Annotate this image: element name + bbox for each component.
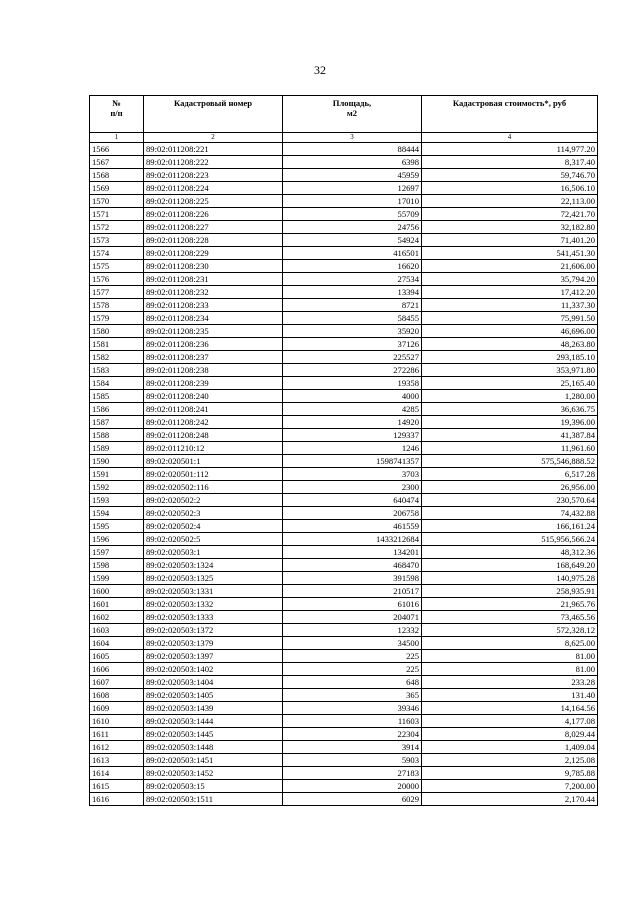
table-row — [90, 689, 598, 702]
row-number: 1592 — [90, 481, 144, 494]
row-number: 1570 — [90, 195, 144, 208]
cadastral-number: 89:02:011208:240 — [144, 390, 283, 403]
cost-value: 21,606.00 — [422, 260, 598, 273]
cadastral-number: 89:02:011208:241 — [144, 403, 283, 416]
cadastral-number: 89:02:011208:223 — [144, 169, 283, 182]
row-number: 1614 — [90, 767, 144, 780]
table-row — [90, 403, 598, 416]
area-value: 14920 — [283, 416, 422, 429]
area-value: 3703 — [283, 468, 422, 481]
cost-value: 2,170.44 — [422, 793, 598, 806]
cadastral-number: 89:02:011208:225 — [144, 195, 283, 208]
cost-value: 22,113.00 — [422, 195, 598, 208]
row-number: 1571 — [90, 208, 144, 221]
table-row — [90, 286, 598, 299]
cost-value: 515,956,566.24 — [422, 533, 598, 546]
cost-value: 166,161.24 — [422, 520, 598, 533]
area-value: 2300 — [283, 481, 422, 494]
cost-value: 35,794.20 — [422, 273, 598, 286]
table-row — [90, 143, 598, 156]
cadastral-number: 89:02:020503:1324 — [144, 559, 283, 572]
area-value: 1246 — [283, 442, 422, 455]
area-value: 88444 — [283, 143, 422, 156]
area-value: 27534 — [283, 273, 422, 286]
cadastral-number: 89:02:011208:230 — [144, 260, 283, 273]
row-number: 1576 — [90, 273, 144, 286]
table-row — [90, 624, 598, 637]
row-number: 1610 — [90, 715, 144, 728]
cost-value: 353,971.80 — [422, 364, 598, 377]
table-row — [90, 364, 598, 377]
row-number: 1584 — [90, 377, 144, 390]
cost-value: 16,506.10 — [422, 182, 598, 195]
cost-value: 8,317.40 — [422, 156, 598, 169]
cadastral-number: 89:02:011208:234 — [144, 312, 283, 325]
cost-value: 572,328.12 — [422, 624, 598, 637]
cost-value: 73,465.56 — [422, 611, 598, 624]
cadastral-number: 89:02:011210:12 — [144, 442, 283, 455]
table-row — [90, 429, 598, 442]
table-row — [90, 507, 598, 520]
header-cadastral: Кадастровый номер — [144, 96, 283, 133]
cost-value: 81.00 — [422, 650, 598, 663]
cost-value: 140,975.28 — [422, 572, 598, 585]
table-row — [90, 299, 598, 312]
cadastral-number: 89:02:020503:1444 — [144, 715, 283, 728]
cost-value: 26,956.00 — [422, 481, 598, 494]
table-row — [90, 546, 598, 559]
cadastral-number: 89:02:011208:235 — [144, 325, 283, 338]
table-row — [90, 390, 598, 403]
table-row — [90, 611, 598, 624]
area-value: 45959 — [283, 169, 422, 182]
cadastral-number: 89:02:011208:236 — [144, 338, 283, 351]
cadastral-number: 89:02:011208:228 — [144, 234, 283, 247]
table-row — [90, 676, 598, 689]
cost-value: 75,991.50 — [422, 312, 598, 325]
cost-value: 48,263.80 — [422, 338, 598, 351]
cost-value: 72,421.70 — [422, 208, 598, 221]
cost-value: 9,785.88 — [422, 767, 598, 780]
table-row — [90, 234, 598, 247]
row-number: 1572 — [90, 221, 144, 234]
table-row — [90, 416, 598, 429]
cadastral-number: 89:02:011208:222 — [144, 156, 283, 169]
cost-value: 230,570.64 — [422, 494, 598, 507]
header-row — [90, 96, 598, 133]
area-value: 11603 — [283, 715, 422, 728]
cost-value: 233.28 — [422, 676, 598, 689]
area-value: 640474 — [283, 494, 422, 507]
cadastral-number: 89:02:020503:1 — [144, 546, 283, 559]
table-row — [90, 481, 598, 494]
table-row — [90, 195, 598, 208]
cadastral-number: 89:02:011208:242 — [144, 416, 283, 429]
header-cost: Кадастровая стоимость*, руб — [422, 96, 598, 133]
table-row — [90, 468, 598, 481]
area-value: 54924 — [283, 234, 422, 247]
cost-value: 293,185.10 — [422, 351, 598, 364]
area-value: 416501 — [283, 247, 422, 260]
area-value: 468470 — [283, 559, 422, 572]
cost-value: 8,625.00 — [422, 637, 598, 650]
cost-value: 59,746.70 — [422, 169, 598, 182]
area-value: 225527 — [283, 351, 422, 364]
cost-value: 2,125.08 — [422, 754, 598, 767]
table-row — [90, 247, 598, 260]
cadastral-number: 89:02:011208:237 — [144, 351, 283, 364]
cadastral-number: 89:02:020503:1404 — [144, 676, 283, 689]
area-value: 24756 — [283, 221, 422, 234]
cadastral-number: 89:02:020501:1 — [144, 455, 283, 468]
row-number: 1591 — [90, 468, 144, 481]
area-value: 365 — [283, 689, 422, 702]
cadastral-number: 89:02:020502:2 — [144, 494, 283, 507]
area-value: 16620 — [283, 260, 422, 273]
table-row — [90, 442, 598, 455]
row-number: 1615 — [90, 780, 144, 793]
table-row — [90, 715, 598, 728]
cadastral-number: 89:02:020503:1333 — [144, 611, 283, 624]
cadastral-number: 89:02:020502:116 — [144, 481, 283, 494]
cadastral-number: 89:02:020503:1445 — [144, 728, 283, 741]
row-number: 1603 — [90, 624, 144, 637]
cadastral-number: 89:02:020503:1325 — [144, 572, 283, 585]
row-number: 1577 — [90, 286, 144, 299]
area-value: 648 — [283, 676, 422, 689]
table-row — [90, 312, 598, 325]
area-value: 12332 — [283, 624, 422, 637]
row-number: 1611 — [90, 728, 144, 741]
cost-value: 48,312.36 — [422, 546, 598, 559]
table-row — [90, 338, 598, 351]
row-number: 1583 — [90, 364, 144, 377]
row-number: 1578 — [90, 299, 144, 312]
cost-value: 19,396.00 — [422, 416, 598, 429]
row-number: 1586 — [90, 403, 144, 416]
area-value: 225 — [283, 650, 422, 663]
area-value: 4000 — [283, 390, 422, 403]
area-value: 6029 — [283, 793, 422, 806]
cost-value: 71,401.20 — [422, 234, 598, 247]
area-value: 391598 — [283, 572, 422, 585]
cadastral-number: 89:02:020503:1372 — [144, 624, 283, 637]
cost-value: 575,546,888.52 — [422, 455, 598, 468]
cadastral-table — [89, 95, 598, 806]
row-number: 1601 — [90, 598, 144, 611]
table-row — [90, 325, 598, 338]
cadastral-number: 89:02:011208:231 — [144, 273, 283, 286]
cost-value: 74,432.88 — [422, 507, 598, 520]
cadastral-number: 89:02:020502:4 — [144, 520, 283, 533]
row-number: 1590 — [90, 455, 144, 468]
area-value: 272286 — [283, 364, 422, 377]
cost-value: 32,182.80 — [422, 221, 598, 234]
cost-value: 4,177.08 — [422, 715, 598, 728]
cadastral-number: 89:02:020503:1439 — [144, 702, 283, 715]
cadastral-number: 89:02:020503:1331 — [144, 585, 283, 598]
row-number: 1609 — [90, 702, 144, 715]
cadastral-number: 89:02:011208:238 — [144, 364, 283, 377]
cadastral-number: 89:02:011208:233 — [144, 299, 283, 312]
cost-value: 11,337.30 — [422, 299, 598, 312]
area-value: 1433212684 — [283, 533, 422, 546]
row-number: 1604 — [90, 637, 144, 650]
table-row — [90, 260, 598, 273]
cadastral-number: 89:02:020502:5 — [144, 533, 283, 546]
cost-value: 17,412.20 — [422, 286, 598, 299]
row-number: 1581 — [90, 338, 144, 351]
table-row — [90, 741, 598, 754]
column-number: 2 — [144, 133, 283, 143]
row-number: 1596 — [90, 533, 144, 546]
table-row — [90, 351, 598, 364]
cadastral-number: 89:02:020503:1405 — [144, 689, 283, 702]
cost-value: 114,977.20 — [422, 143, 598, 156]
table-row — [90, 559, 598, 572]
row-number: 1568 — [90, 169, 144, 182]
area-value: 204071 — [283, 611, 422, 624]
area-value: 27183 — [283, 767, 422, 780]
row-number: 1587 — [90, 416, 144, 429]
table-row — [90, 455, 598, 468]
area-value: 12697 — [283, 182, 422, 195]
table-row — [90, 377, 598, 390]
cost-value: 7,200.00 — [422, 780, 598, 793]
cost-value: 168,649.20 — [422, 559, 598, 572]
cadastral-number: 89:02:020503:1451 — [144, 754, 283, 767]
cost-value: 41,387.84 — [422, 429, 598, 442]
table-body — [90, 143, 598, 806]
row-number: 1588 — [90, 429, 144, 442]
cadastral-number: 89:02:020503:1452 — [144, 767, 283, 780]
area-value: 61016 — [283, 598, 422, 611]
table-row — [90, 598, 598, 611]
cost-value: 14,164.56 — [422, 702, 598, 715]
cost-value: 46,696.00 — [422, 325, 598, 338]
row-number: 1597 — [90, 546, 144, 559]
area-value: 35920 — [283, 325, 422, 338]
cost-value: 541,451.30 — [422, 247, 598, 260]
row-number: 1599 — [90, 572, 144, 585]
table-row — [90, 650, 598, 663]
area-value: 8721 — [283, 299, 422, 312]
cadastral-number: 89:02:011208:227 — [144, 221, 283, 234]
cadastral-number: 89:02:020503:15 — [144, 780, 283, 793]
area-value: 39346 — [283, 702, 422, 715]
area-value: 210517 — [283, 585, 422, 598]
row-number: 1594 — [90, 507, 144, 520]
row-number: 1606 — [90, 663, 144, 676]
cost-value: 21,965.76 — [422, 598, 598, 611]
table-row — [90, 754, 598, 767]
table-row — [90, 572, 598, 585]
row-number: 1580 — [90, 325, 144, 338]
area-value: 37126 — [283, 338, 422, 351]
cost-value: 11,961.60 — [422, 442, 598, 455]
cost-value: 6,517.28 — [422, 468, 598, 481]
table-row — [90, 780, 598, 793]
cost-value: 36,636.75 — [422, 403, 598, 416]
area-value: 206758 — [283, 507, 422, 520]
page-number: 32 — [314, 63, 326, 77]
row-number: 1589 — [90, 442, 144, 455]
cost-value: 25,165.40 — [422, 377, 598, 390]
area-value: 129337 — [283, 429, 422, 442]
table-row — [90, 585, 598, 598]
row-number: 1605 — [90, 650, 144, 663]
cadastral-number: 89:02:011208:232 — [144, 286, 283, 299]
row-number: 1613 — [90, 754, 144, 767]
cadastral-number: 89:02:011208:226 — [144, 208, 283, 221]
row-number: 1616 — [90, 793, 144, 806]
cadastral-number: 89:02:020502:3 — [144, 507, 283, 520]
cost-value: 1,409.04 — [422, 741, 598, 754]
row-number: 1567 — [90, 156, 144, 169]
cost-value: 8,029.44 — [422, 728, 598, 741]
table-row — [90, 728, 598, 741]
cadastral-number: 89:02:011208:229 — [144, 247, 283, 260]
table-row — [90, 273, 598, 286]
column-number-row — [90, 133, 598, 143]
area-value: 22304 — [283, 728, 422, 741]
cadastral-number: 89:02:020503:1448 — [144, 741, 283, 754]
cadastral-number: 89:02:020503:1511 — [144, 793, 283, 806]
cost-value: 81.00 — [422, 663, 598, 676]
cost-value: 1,280.00 — [422, 390, 598, 403]
row-number: 1573 — [90, 234, 144, 247]
row-number: 1602 — [90, 611, 144, 624]
column-number: 3 — [283, 133, 422, 143]
header-num: № п/п — [90, 96, 144, 133]
row-number: 1585 — [90, 390, 144, 403]
area-value: 461559 — [283, 520, 422, 533]
row-number: 1579 — [90, 312, 144, 325]
area-value: 19358 — [283, 377, 422, 390]
row-number: 1600 — [90, 585, 144, 598]
row-number: 1607 — [90, 676, 144, 689]
header-area: Площадь, м2 — [283, 96, 422, 133]
row-number: 1608 — [90, 689, 144, 702]
table-row — [90, 767, 598, 780]
table-row — [90, 208, 598, 221]
row-number: 1593 — [90, 494, 144, 507]
cadastral-number: 89:02:020503:1402 — [144, 663, 283, 676]
table-row — [90, 494, 598, 507]
table-row — [90, 520, 598, 533]
area-value: 13394 — [283, 286, 422, 299]
cost-value: 258,935.91 — [422, 585, 598, 598]
column-number: 4 — [422, 133, 598, 143]
area-value: 5903 — [283, 754, 422, 767]
cost-value: 131.40 — [422, 689, 598, 702]
table-row — [90, 169, 598, 182]
cadastral-number: 89:02:011208:248 — [144, 429, 283, 442]
row-number: 1566 — [90, 143, 144, 156]
row-number: 1575 — [90, 260, 144, 273]
cadastral-number: 89:02:011208:224 — [144, 182, 283, 195]
area-value: 1598741357 — [283, 455, 422, 468]
table-row — [90, 156, 598, 169]
area-value: 55709 — [283, 208, 422, 221]
table-row — [90, 663, 598, 676]
row-number: 1612 — [90, 741, 144, 754]
cadastral-number: 89:02:011208:239 — [144, 377, 283, 390]
area-value: 34500 — [283, 637, 422, 650]
column-number: 1 — [90, 133, 144, 143]
area-value: 17010 — [283, 195, 422, 208]
cadastral-number: 89:02:020503:1397 — [144, 650, 283, 663]
cadastral-number: 89:02:020503:1332 — [144, 598, 283, 611]
table-row — [90, 182, 598, 195]
cadastral-number: 89:02:020501:112 — [144, 468, 283, 481]
area-value: 3914 — [283, 741, 422, 754]
table-row — [90, 221, 598, 234]
row-number: 1569 — [90, 182, 144, 195]
table-row — [90, 702, 598, 715]
area-value: 4285 — [283, 403, 422, 416]
table-row — [90, 533, 598, 546]
row-number: 1582 — [90, 351, 144, 364]
row-number: 1598 — [90, 559, 144, 572]
cadastral-number: 89:02:020503:1379 — [144, 637, 283, 650]
row-number: 1574 — [90, 247, 144, 260]
area-value: 225 — [283, 663, 422, 676]
area-value: 134201 — [283, 546, 422, 559]
area-value: 6398 — [283, 156, 422, 169]
table-row — [90, 793, 598, 806]
table-row — [90, 637, 598, 650]
cadastral-number: 89:02:011208:221 — [144, 143, 283, 156]
area-value: 58455 — [283, 312, 422, 325]
area-value: 20000 — [283, 780, 422, 793]
row-number: 1595 — [90, 520, 144, 533]
